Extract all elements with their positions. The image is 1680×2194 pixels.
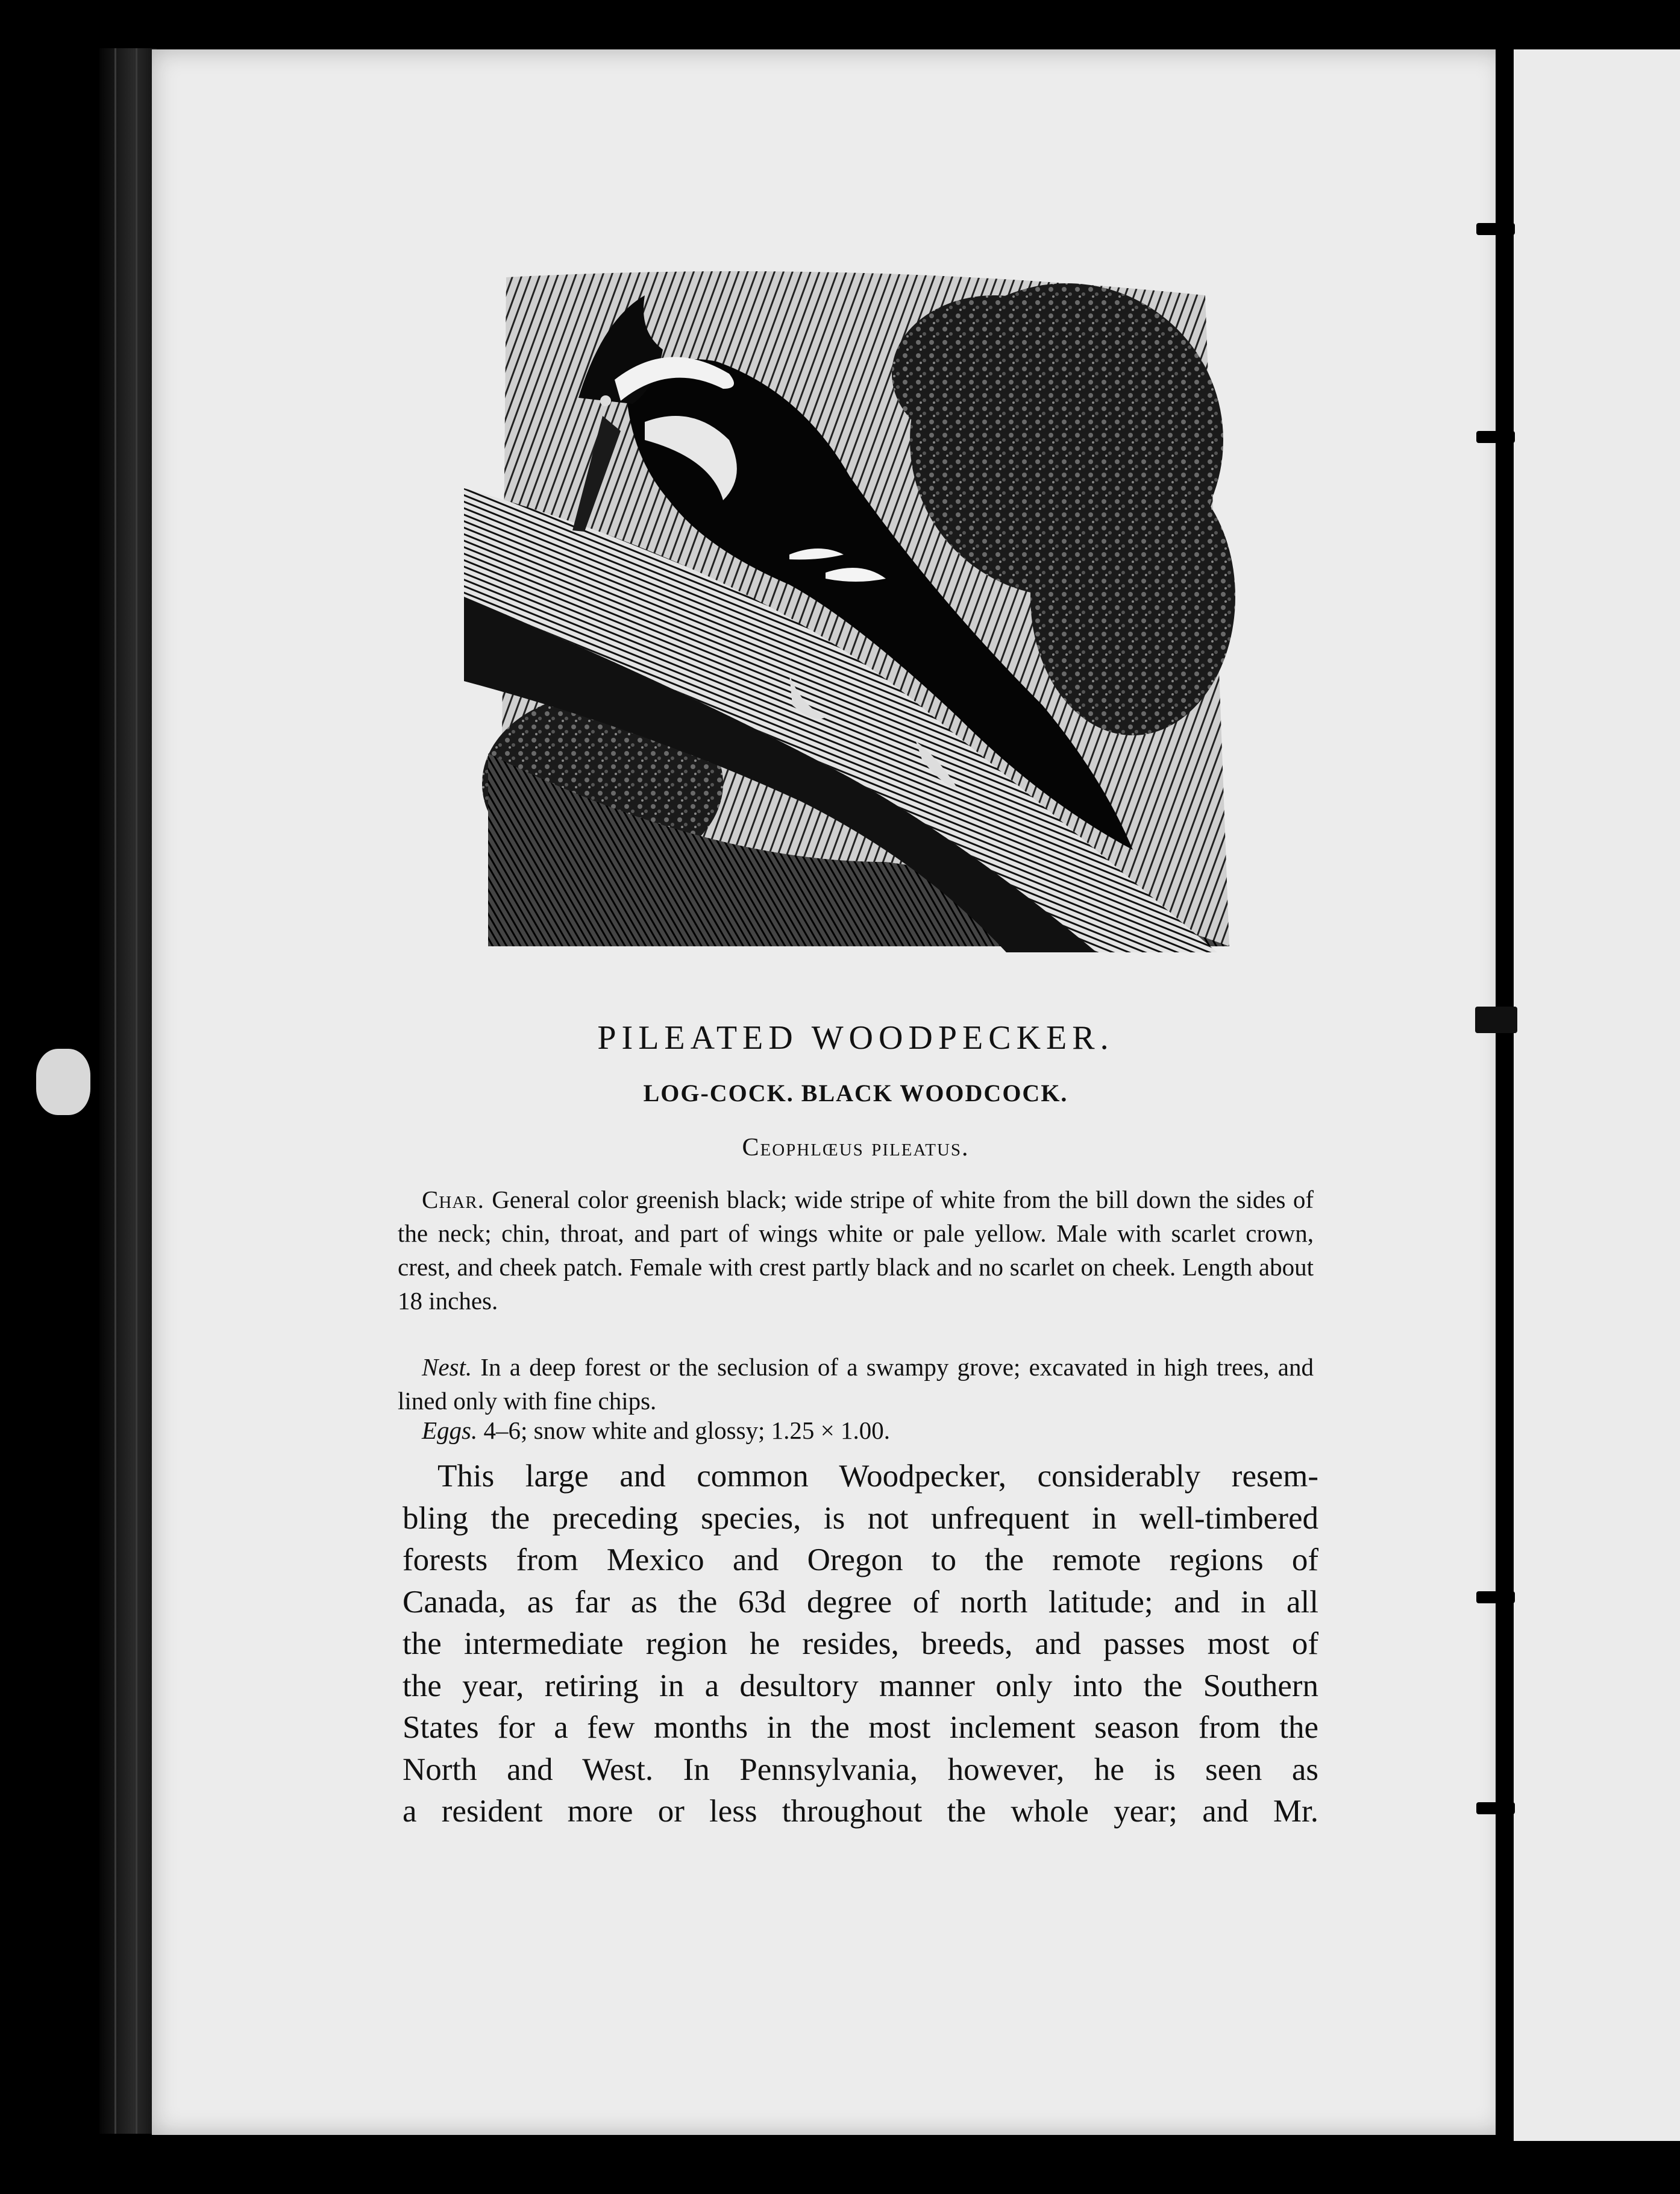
common-names: LOG-COCK. BLACK WOODCOCK.	[643, 1080, 1068, 1107]
binding-stitch	[1476, 223, 1515, 235]
woodpecker-engraving-illustration	[464, 259, 1235, 958]
body-line: forests from Mexico and Oregon to the remote regions of	[403, 1542, 1318, 1577]
char-text: General color greenish black; wide stripe of white from the bill down the sides of the neck; chin, throat, and part of wings white or pale yellow. Male with scarlet crown, crest, and cheek patch. Female with crest partly black and no scarlet on cheek. Length about 18 inches.	[398, 1186, 1314, 1315]
nest-text: In a deep forest or the seclusion of a swampy grove; excavated in high trees, and lined only with fine chips.	[398, 1353, 1314, 1415]
body-line: This large and common Woodpecker, considerably resem-	[437, 1459, 1318, 1494]
body-line: the year, retiring in a desultory manner only into the Southern	[403, 1668, 1318, 1703]
nest-label: Nest.	[422, 1353, 472, 1381]
body-line: North and West. In Pennsylvania, however, he is seen as	[403, 1752, 1318, 1787]
body-line: States for a few months in the most inclement season from the	[403, 1710, 1318, 1745]
char-label: Char.	[422, 1186, 484, 1213]
eggs-text: 4–6; snow white and glossy; 1.25 × 1.00.	[483, 1416, 891, 1444]
body-line: Canada, as far as the 63d degree of north latitude; and in all	[403, 1584, 1318, 1620]
binding-stitch	[1476, 1802, 1515, 1814]
characteristics-paragraph	[398, 1183, 1314, 1318]
body-line: the intermediate region he resides, breeds, and passes most of	[403, 1626, 1318, 1661]
binding-stitch	[1476, 431, 1515, 443]
species-title: PILEATED WOODPECKER.	[597, 1019, 1114, 1057]
nest-paragraph	[398, 1350, 1314, 1418]
body-paragraph	[403, 1456, 1318, 1833]
eggs-paragraph	[398, 1413, 1314, 1447]
binding-stitch	[1476, 1591, 1515, 1603]
body-line: bling the preceding species, is not unfrequent in well-timbered	[403, 1500, 1318, 1536]
body-line: a resident more or less throughout the whole year; and Mr.	[403, 1794, 1318, 1829]
eggs-label: Eggs.	[422, 1416, 478, 1444]
scientific-name: Ceophlœus pileatus.	[742, 1134, 970, 1161]
